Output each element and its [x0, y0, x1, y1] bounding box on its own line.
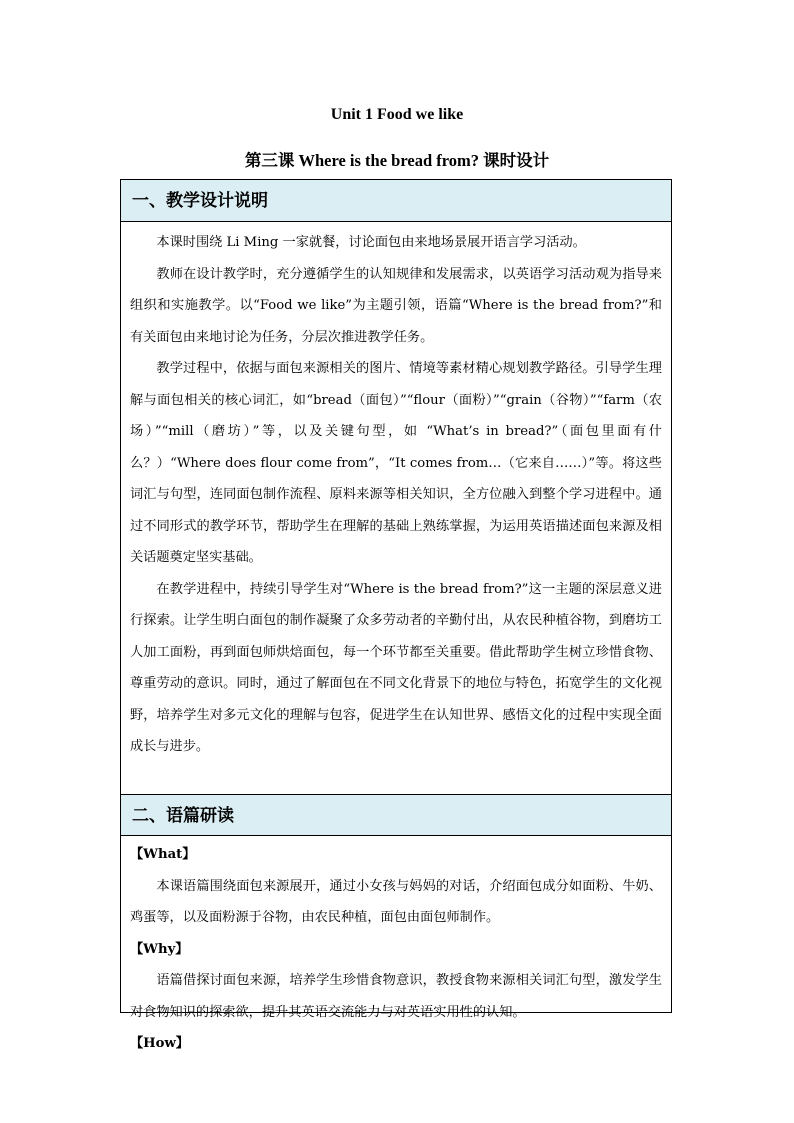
paragraph: 教学过程中，依据与面包来源相关的图片、情境等素材精心规划教学路径。引导学生理解与面包相关的核心词汇，如“bread（面包）”“flour（面粉）”“grain（谷物）”“farm（农场）”“mill（磨坊）”等，以及关键句型，如 “What’s in bread?”（面包里面有什么？）“Where does flour come from”，“It comes from…（它来自……）”等。将这些词汇与句型，连同面包制作流程、原料来源等相关知识，全方位融入到整个学习进程中。通过不同形式的教学环节，帮助学生在理解的基础上熟练掌握，为运用英语描述面包来源及相关话题奠定坚实基础。: [130, 361, 662, 565]
paragraph: 本课时围绕 Li Ming 一家就餐，讨论面包由来地场景展开语言学习活动。: [156, 235, 586, 250]
section-body-design-notes: [121, 222, 671, 794]
section-heading-text-analysis: 二、语篇研读: [121, 794, 671, 836]
paragraph: 教师在设计教学时，充分遵循学生的认知规律和发展需求，以英语学习活动观为指导来组织和实施教学。以“Food we like”为主题引领，语篇“Where is the bread from?”和有关面包由来地讨论为任务，分层次推进教学任务。: [130, 266, 662, 345]
what-label: 【What】: [130, 847, 196, 862]
how-label: 【How】: [130, 1036, 189, 1051]
section-heading-design-notes: 一、教学设计说明: [121, 180, 671, 222]
what-paragraph: 本课语篇围绕面包来源展开，通过小女孩与妈妈的对话，介绍面包成分如面粉、牛奶、鸡蛋等，以及面粉源于谷物，由农民种植，面包由面包师制作。: [130, 878, 662, 925]
lesson-title: 第三课 Where is the bread from? 课时设计: [244, 151, 550, 170]
lesson-design-table: [120, 179, 672, 1051]
paragraph: 在教学进程中，持续引导学生对“Where is the bread from?”这一主题的深层意义进行探索。让学生明白面包的制作凝聚了众多劳动者的辛勤付出，从农民种植谷物，到磨坊工人加工面粉，再到面包师烘焙面包，每一个环节都至关重要。借此帮助学生树立珍惜食物、尊重劳动的意识。同时，通过了解面包在不同文化背景下的地位与特色，拓宽学生的文化视野，培养学生对多元文化的理解与包容，促进学生在认知世界、感悟文化的过程中实现全面成长与进步。: [130, 581, 662, 754]
section-body-text-analysis: [121, 836, 671, 1060]
why-label: 【Why】: [130, 941, 189, 957]
why-paragraph: 语篇借探讨面包来源，培养学生珍惜食物意识，教授食物来源相关词汇句型，激发学生对食物知识的探索欲，提升其英语交流能力与对英语实用性的认知。: [130, 973, 662, 1020]
unit-title: Unit 1 Food we like: [330, 106, 464, 123]
